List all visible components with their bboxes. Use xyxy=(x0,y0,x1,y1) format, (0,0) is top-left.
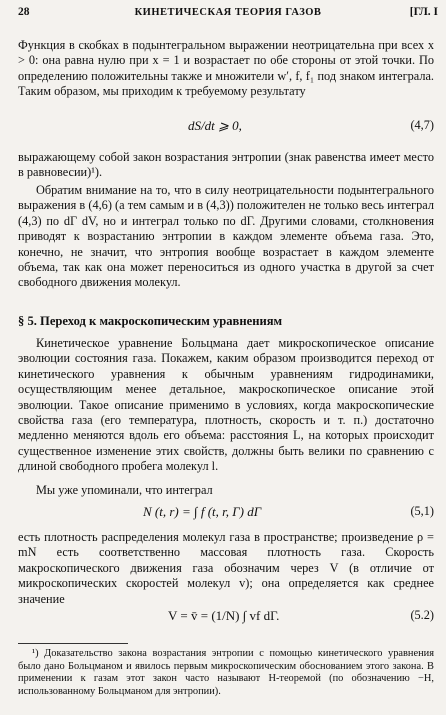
running-header xyxy=(18,6,438,22)
footnote-rule xyxy=(18,643,128,644)
equation-5-1-number: (5,1) xyxy=(410,504,434,518)
paragraph-3: Обратим внимание на то, что в силу неотрицательности подынтегрального выражения в (4,6) (а тем самым и в (4,3)) положителен не только весь интеграл (4,3) по dΓ dV, но и интеграл только по dΓ. Другими словами, столкновения приводят к возрастанию энтропии в каждом элементе объема газа. Это, конечно, не значит, что энтропия вообще возрастает в каждом элементе объема, так как она может переноситься из одного участка в другой за счет свободного движения молекул. xyxy=(18,183,434,290)
page-number: 28 xyxy=(18,6,30,18)
equation-4-7-formula: dS/dt ⩾ 0, xyxy=(188,118,242,133)
paragraph-2: выражающему собой закон возрастания энтропии (знак равенства имеет место в равновесии)¹). xyxy=(18,150,434,180)
equation-4-7 xyxy=(18,118,434,142)
equation-5-1 xyxy=(18,504,434,528)
paragraph-4: Кинетическое уравнение Больцмана дает микроскопическое описание эволюции состояния газа. Покажем, каким образом производится переход от кинетического уравнения к обычным уравнениям гидродинамики, осуществляющим менее детальное, макроскопическое описание этой эволюции. Такое описание применимо в условиях, когда макроскопические свойства газа (его температура, плотность, скорость и т. п.) достаточно медленно меняются вдоль его объема: расстояния L, на которых происходит существенное изменение этих свойств, должны быть велики по сравнению с длиной свободного пробега молекул l. xyxy=(18,336,434,474)
equation-4-7-number: (4,7) xyxy=(410,118,434,132)
section-heading: § 5. Переход к макроскопическим уравнениям xyxy=(18,314,283,328)
equation-5-1-formula: N (t, r) = ∫ f (t, r, Γ) dΓ xyxy=(143,504,262,519)
equation-5-2-number: (5.2) xyxy=(410,608,434,622)
footnote-text: ¹) Доказательство закона возрастания энтропии с помощью кинетического уравнения было дано Больцманом и явилось первым микроскопическим обоснованием этого закона. В применении к газам этот закон часто называют H-теоремой (по обозначению −H, использованному Больцманом для энтропии). xyxy=(18,648,434,697)
chapter-marker: [ГЛ. I xyxy=(409,6,438,18)
paragraph-1: Функция в скобках в подынтегральном выражении неотрицательна при всех x > 0: она равна нулю при x = 1 и возрастает по обе стороны от этой точки. По определению положительны также и множители w′, f, f₁ под знаком интеграла. Таким образом, мы приходим к требуемому результату xyxy=(18,38,434,99)
footnote xyxy=(18,648,434,698)
equation-5-2-formula: V = v̄ = (1/N) ∫ vf dΓ. xyxy=(168,608,280,623)
paragraph-5: Мы уже упоминали, что интеграл xyxy=(36,483,213,497)
paragraph-6: есть плотность распределения молекул газа в пространстве; произведение ρ = mN есть соответственно массовая плотность газа. Скорость макроскопического движения газа обозначим через V (в отличие от микроскопических скоростей молекул v); она определяется как среднее значение xyxy=(18,530,434,606)
equation-5-2 xyxy=(18,608,434,632)
running-title: КИНЕТИЧЕСКАЯ ТЕОРИЯ ГАЗОВ xyxy=(134,7,322,18)
